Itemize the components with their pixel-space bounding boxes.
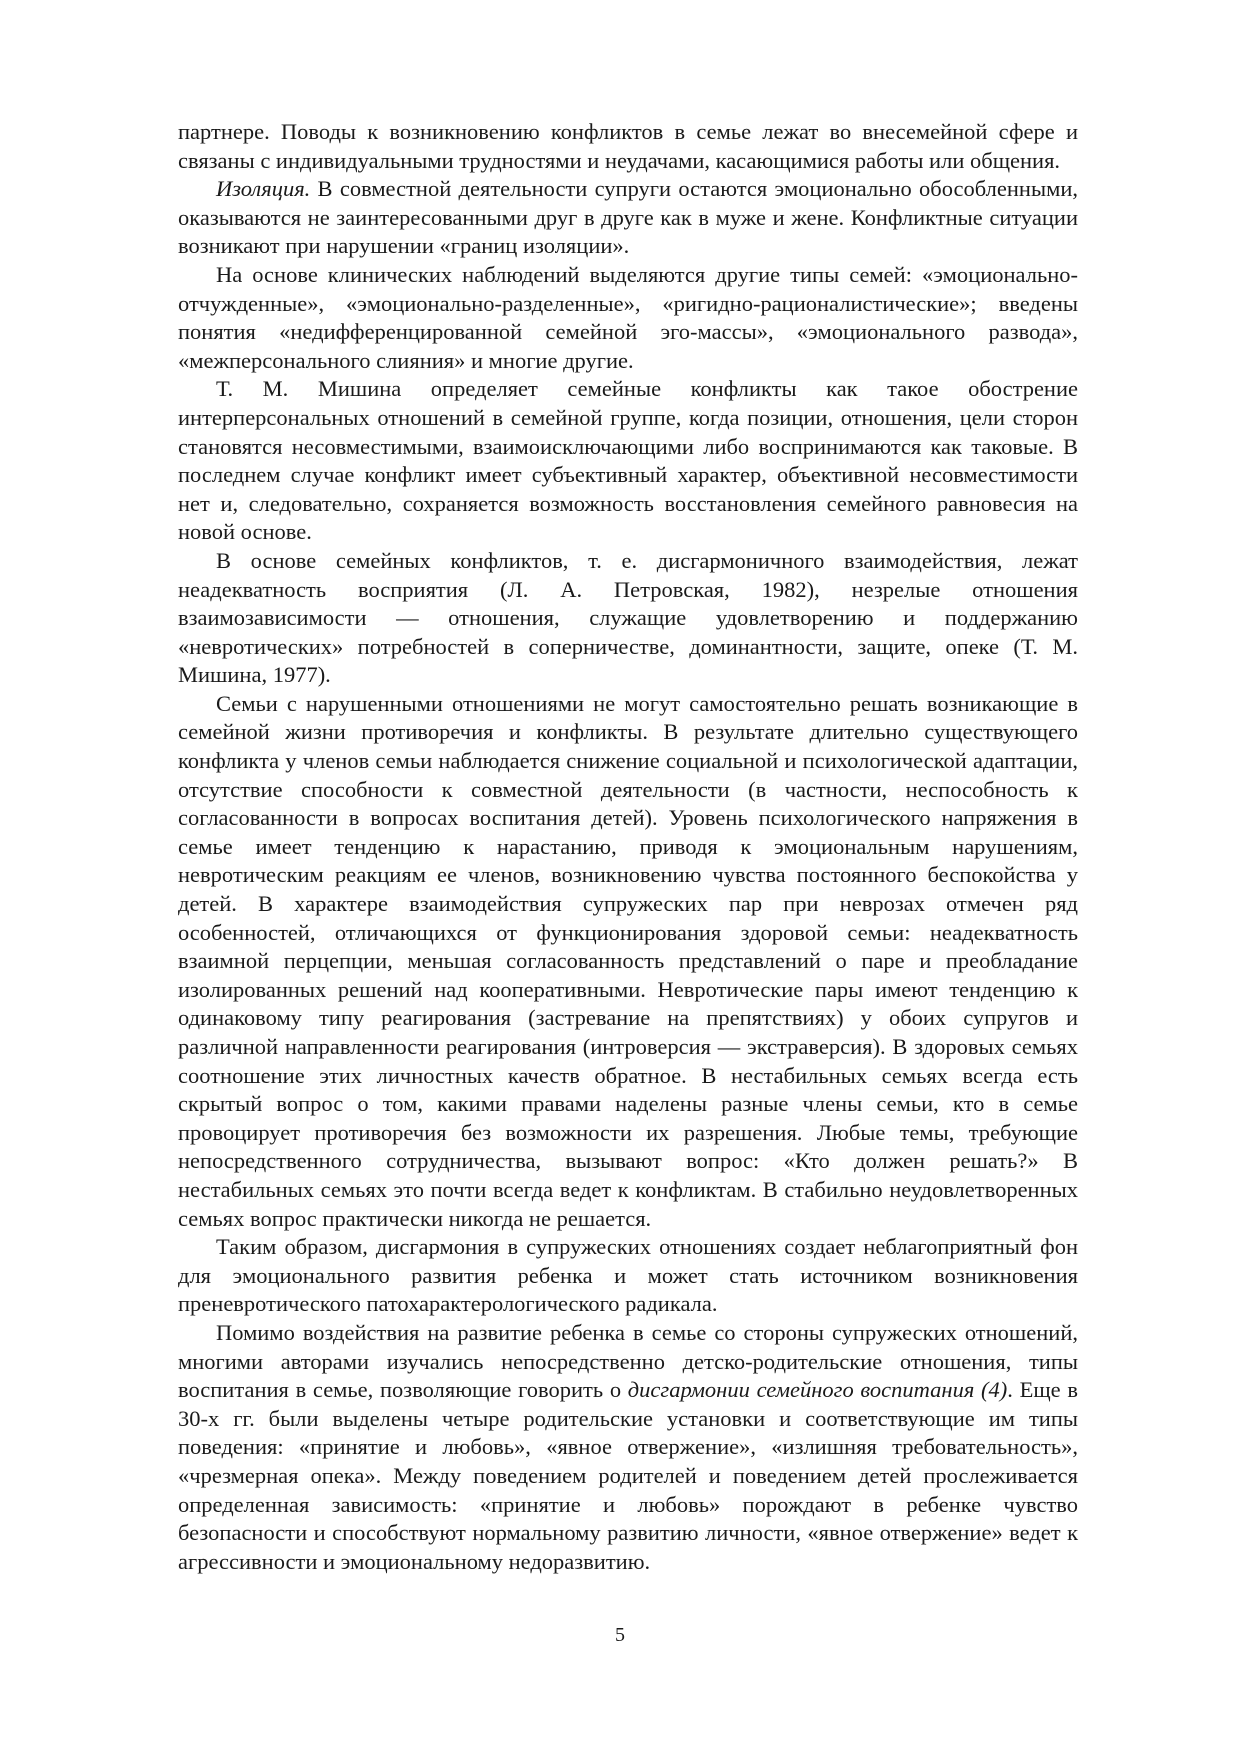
paragraph <box>178 690 1078 1233</box>
paragraph-text: Семьи с нарушенными отношениями не могут самостоятельно решать возникающие в семейной жизни противоречия и конфликты. В результате длительно существующего конфликта у членов семьи наблюдается снижение социальной и психологической адаптации, отсутствие способности к совместной деятельности (в частности, неспособность к согласованности в вопросах воспитания детей). Уровень психологического напряжения в семье имеет тенденцию к нарастанию, приводя к эмоциональным нарушениям, невротическим реакциям ее членов, возникновению чувства постоянного беспокойства у детей. В характере взаимодействия супружеских пар при неврозах отмечен ряд особенностей, отличающихся от функционирования здоровой семьи: неадекватность взаимной перцепции, меньшая согласованность представлений о паре и преобладание изолированных решений над кооперативными. Невротические пары имеют тенденцию к одинаковому типу реагирования (застревание на препятствиях) у обоих супругов и различной направленности реагирования (интроверсия — экстраверсия). В здоровых семьях соотношение этих личностных качеств обратное. В нестабильных семьях всегда есть скрытый вопрос о том, какими правами наделены разные члены семьи, кто в семье провоцирует противоречия без возможности их разрешения. Любые темы, требующие непосредственного сотрудничества, вызывают вопрос: «Кто должен решать?» В нестабильных семьях это почти всегда ведет к конфликтам. В стабильно неудовлетворенных семьях вопрос практически никогда не решается. <box>178 690 1078 1231</box>
paragraph-text: Помимо воздействия на развитие ребенка в семье со стороны супружеских отношений, многими авторами изучались непосредственно детско-родительские отношения, типы воспитания в семье, позволяющие говорить о <box>178 1319 1078 1403</box>
paragraph <box>178 1319 1078 1576</box>
paragraph-lead: Изоляция. <box>216 176 311 202</box>
paragraph-text: В совместной деятельности супруги остаются эмоционально обособленными, оказываются не заинтересованными друг в друге как в муже и жене. Конфликтные ситуации возникают при нарушении «границ изоляции». <box>178 176 1078 259</box>
paragraph <box>178 547 1078 690</box>
paragraph-text: партнере. Поводы к возникновению конфликтов в семье лежат во внесемейной сфере и связаны с индивидуальными трудностями и неудачами, касающимися работы или общения. <box>178 119 1078 173</box>
paragraph <box>178 1233 1078 1319</box>
page-number: 5 <box>615 1624 625 1646</box>
paragraph <box>178 118 1078 175</box>
paragraph-text: Таким образом, дисгармония в супружеских отношениях создает неблагоприятный фон для эмоционального развития ребенка и может стать источником возникновения преневротического патохарактерологического радикала. <box>178 1234 1078 1317</box>
paragraph-text: . Еще в 30-х гг. были выделены четыре родительские установки и соответствующие им типы поведения: «принятие и любовь», «явное отвержение», «излишняя требовательность», «чрезмерная опека». Между поведением родителей и поведением детей прослеживается определенная зависимость: «принятие и любовь» порождают в ребенке чувство безопасности и способствуют нормальному развитию личности, «явное отвержение» ведет к агрессивности и эмоциональному недоразвитию. <box>178 1377 1078 1574</box>
paragraph <box>178 375 1078 547</box>
paragraph-text: На основе клинических наблюдений выделяются другие типы семей: «эмоционально-отчужденные», «эмоционально-разделенные», «ригидно-рационалистические»; введены понятия «недифференцированной семейной эго-массы», «эмоционального развода», «межперсонального слияния» и многие другие. <box>178 261 1078 373</box>
paragraph <box>178 175 1078 261</box>
paragraph-text: Т. М. Мишина определяет семейные конфликты как такое обострение интерперсональных отношений в семейной группе, когда позиции, отношения, цели сторон становятся несовместимыми, взаимоисключающими либо воспринимаются как таковые. В последнем случае конфликт имеет субъективный характер, объективной несовместимости нет и, следовательно, сохраняется возможность восстановления семейного равновесия на новой основе. <box>178 376 1078 545</box>
page-body <box>178 118 1078 1576</box>
paragraph-emphasis: дисгармонии семейного воспитания (4) <box>627 1377 1008 1403</box>
paragraph <box>178 261 1078 375</box>
paragraph-text: В основе семейных конфликтов, т. е. дисгармоничного взаимодействия, лежат неадекватность восприятия (Л. А. Петровская, 1982), незрелые отношения взаимозависимости — отношения, служащие удовлетворению и поддержанию «невротических» потребностей в соперничестве, доминантности, защите, опеке (Т. М. Мишина, 1977). <box>178 547 1078 688</box>
